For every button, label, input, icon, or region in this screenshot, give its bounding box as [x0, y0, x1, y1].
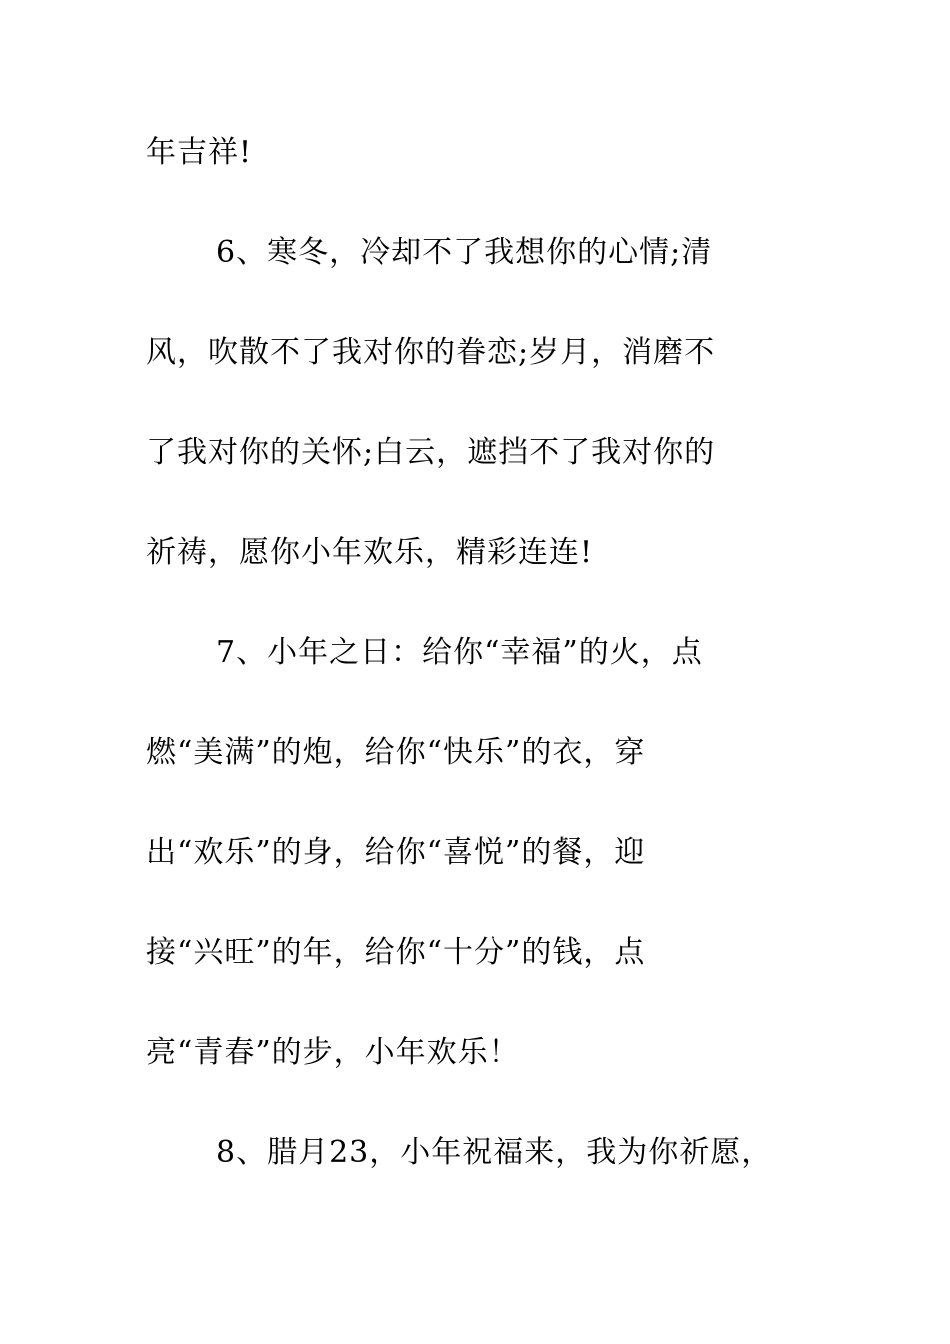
paragraph-7-start: 7、小年之日：给你“幸福”的火，点 [216, 635, 703, 670]
text-line: 年吉祥! [146, 135, 253, 170]
paragraph-8-start: 8、腊月23，小年祝福来，我为你祈愿， [216, 1135, 773, 1170]
text-line: 亮“青春”的步，小年欢乐！ [146, 1035, 520, 1070]
text-line: 风，吹散不了我对你的眷恋;岁月，消磨不 [146, 335, 716, 370]
paragraph-6-start: 6、寒冬，冷却不了我想你的心情;清 [216, 235, 713, 270]
text-line: 了我对你的关怀;白云，遮挡不了我对你的 [146, 435, 716, 470]
text-line: 接“兴旺”的年，给你“十分”的钱，点 [146, 935, 646, 970]
text-line: 出“欢乐”的身，给你“喜悦”的餐，迎 [146, 835, 646, 870]
text-line: 祈祷，愿你小年欢乐，精彩连连! [146, 535, 594, 570]
text-line: 燃“美满”的炮，给你“快乐”的衣，穿 [146, 735, 646, 770]
